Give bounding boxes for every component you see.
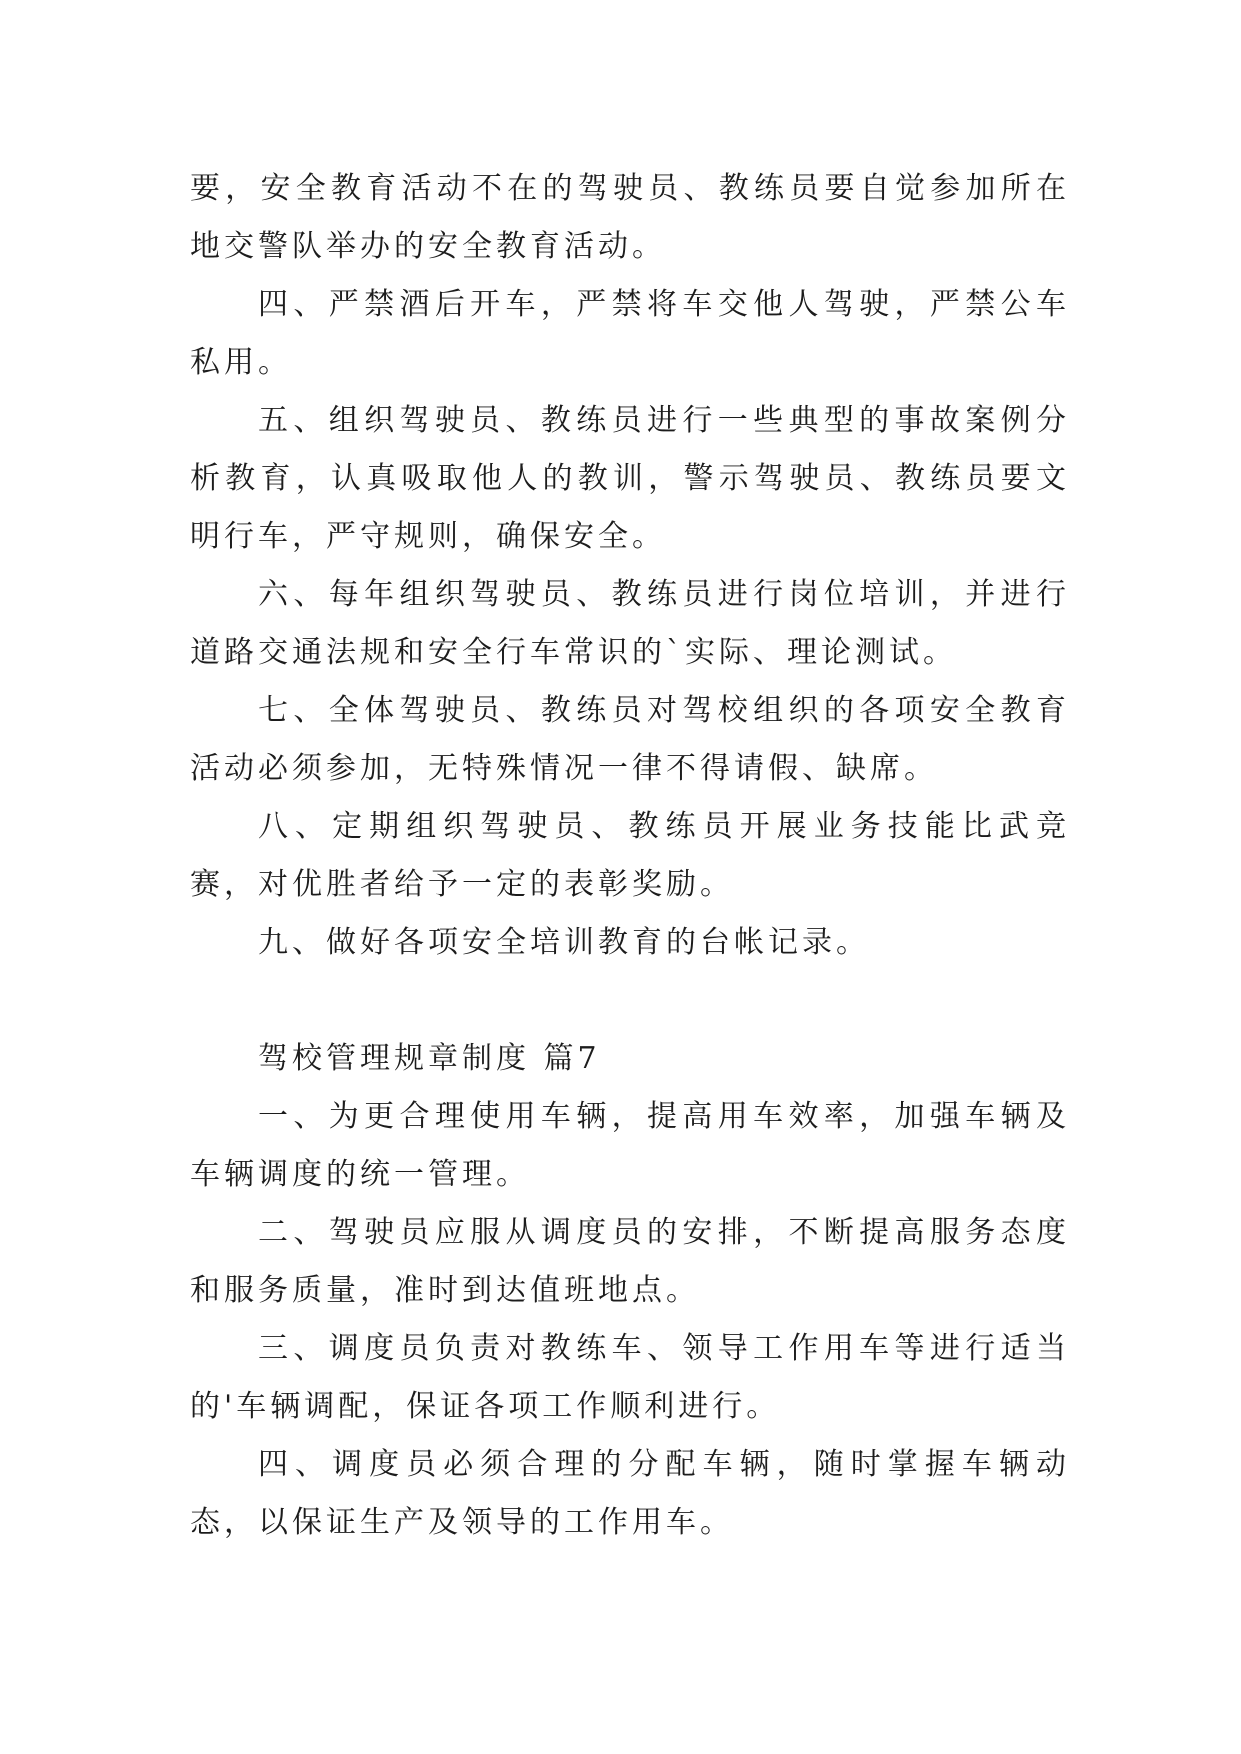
paragraph-item-6: 六、每年组织驾驶员、教练员进行岗位培训，并进行道路交通法规和安全行车常识的`实际、理论测试。 [190,577,1070,670]
paragraph-item-8: 八、定期组织驾驶员、教练员开展业务技能比武竞赛，对优胜者给予一定的表彰奖励。 [190,809,1070,902]
paragraph-item-1: 一、为更合理使用车辆，提高用车效率，加强车辆及车辆调度的统一管理。 [190,1099,1070,1192]
paragraph-item-7: 七、全体驾驶员、教练员对驾校组织的各项安全教育活动必须参加，无特殊情况一律不得请假、缺席。 [190,693,1070,786]
paragraph-item-3: 三、调度员负责对教练车、领导工作用车等进行适当的'车辆调配，保证各项工作顺利进行。 [190,1331,1070,1424]
paragraph-item-4: 四、严禁酒后开车，严禁将车交他人驾驶，严禁公车私用。 [190,287,1070,380]
paragraph-item-9: 九、做好各项安全培训教育的台帐记录。 [258,925,870,960]
paragraph-item-2: 二、驾驶员应服从调度员的安排，不断提高服务态度和服务质量，准时到达值班地点。 [190,1215,1070,1308]
paragraph-item-5: 五、组织驾驶员、教练员进行一些典型的事故案例分析教育，认真吸取他人的教训，警示驾驶员、教练员要文明行车，严守规则，确保安全。 [190,403,1070,554]
paragraph-item-4b: 四、调度员必须合理的分配车辆，随时掌握车辆动态，以保证生产及领导的工作用车。 [190,1447,1070,1540]
section-spacer [190,972,1070,1030]
document-body [190,160,1070,1552]
paragraph-continuation: 要，安全教育活动不在的驾驶员、教练员要自觉参加所在地交警队举办的安全教育活动。 [190,171,1070,264]
section-heading: 驾校管理规章制度 篇7 [258,1041,601,1076]
